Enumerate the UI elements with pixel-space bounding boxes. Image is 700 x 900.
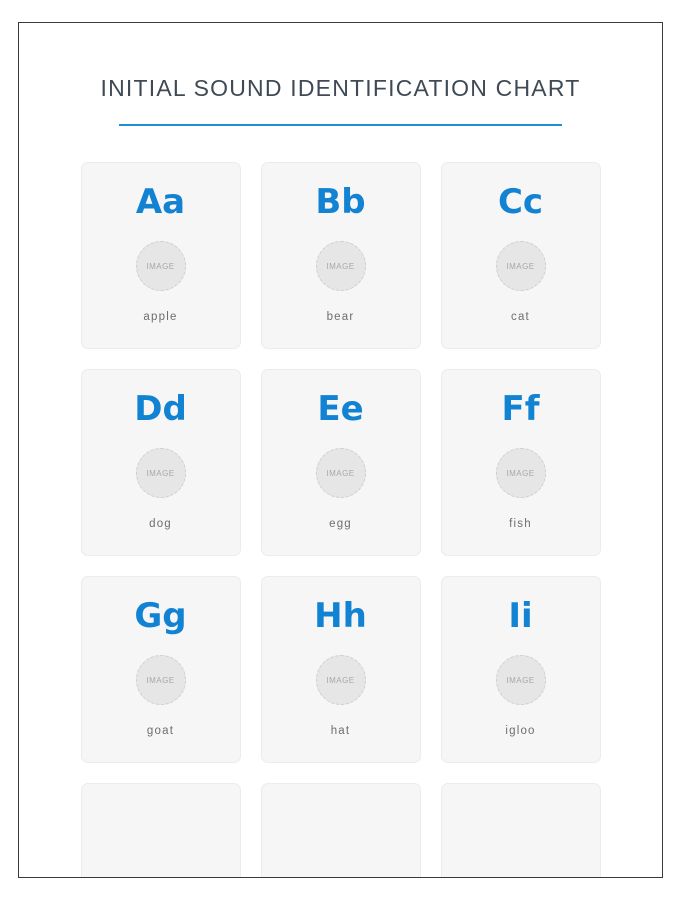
page-inner: [19, 23, 662, 878]
letter-card[interactable]: [81, 576, 241, 763]
letter-card[interactable]: [441, 576, 601, 763]
word-label: igloo: [505, 725, 536, 737]
image-placeholder-icon: [136, 448, 186, 498]
letter-card[interactable]: [441, 162, 601, 349]
word-label: cat: [511, 311, 530, 323]
word-label: goat: [146, 725, 175, 737]
image-placeholder-icon: [136, 241, 186, 291]
image-placeholder-label: IMAGE: [146, 675, 175, 685]
letter-card[interactable]: [261, 369, 421, 556]
letter-glyph: Dd: [134, 389, 187, 429]
letter-glyph: Aa: [135, 182, 186, 222]
word-label: hat: [330, 725, 351, 737]
letter-card[interactable]: [81, 369, 241, 556]
letter-glyph: Bb: [315, 182, 366, 222]
letter-card[interactable]: [261, 783, 421, 878]
letter-card[interactable]: [261, 576, 421, 763]
image-placeholder-icon: [316, 448, 366, 498]
letter-glyph: Ff: [501, 389, 540, 429]
word-label: egg: [329, 518, 352, 530]
image-placeholder-label: IMAGE: [326, 468, 355, 478]
letter-card[interactable]: [81, 783, 241, 878]
letter-card[interactable]: [441, 783, 601, 878]
image-placeholder-label: IMAGE: [506, 468, 535, 478]
image-placeholder-icon: [496, 241, 546, 291]
image-placeholder-icon: [496, 655, 546, 705]
image-placeholder-icon: [316, 241, 366, 291]
image-placeholder-label: IMAGE: [326, 261, 355, 271]
image-placeholder-icon: [136, 655, 186, 705]
letter-card[interactable]: [441, 369, 601, 556]
chart-page: [18, 22, 663, 878]
image-placeholder-icon: [316, 655, 366, 705]
word-label: bear: [326, 311, 355, 323]
image-placeholder-label: IMAGE: [146, 468, 175, 478]
image-placeholder-icon: [496, 448, 546, 498]
letter-glyph: Cc: [497, 182, 544, 222]
page-title: INITIAL SOUND IDENTIFICATION CHART: [100, 75, 581, 101]
title-block: [59, 23, 622, 126]
letter-glyph: Hh: [314, 596, 367, 636]
letter-glyph: Gg: [134, 596, 187, 636]
image-placeholder-label: IMAGE: [146, 261, 175, 271]
letter-card[interactable]: [261, 162, 421, 349]
letter-card-grid: [59, 162, 622, 878]
image-placeholder-label: IMAGE: [506, 675, 535, 685]
letter-glyph: Ii: [508, 596, 533, 636]
title-divider: [119, 124, 562, 126]
word-label: fish: [509, 518, 532, 530]
word-label: dog: [149, 518, 172, 530]
word-label: apple: [143, 311, 178, 323]
letter-card[interactable]: [81, 162, 241, 349]
letter-glyph: Ee: [317, 389, 364, 429]
image-placeholder-label: IMAGE: [506, 261, 535, 271]
image-placeholder-label: IMAGE: [326, 675, 355, 685]
